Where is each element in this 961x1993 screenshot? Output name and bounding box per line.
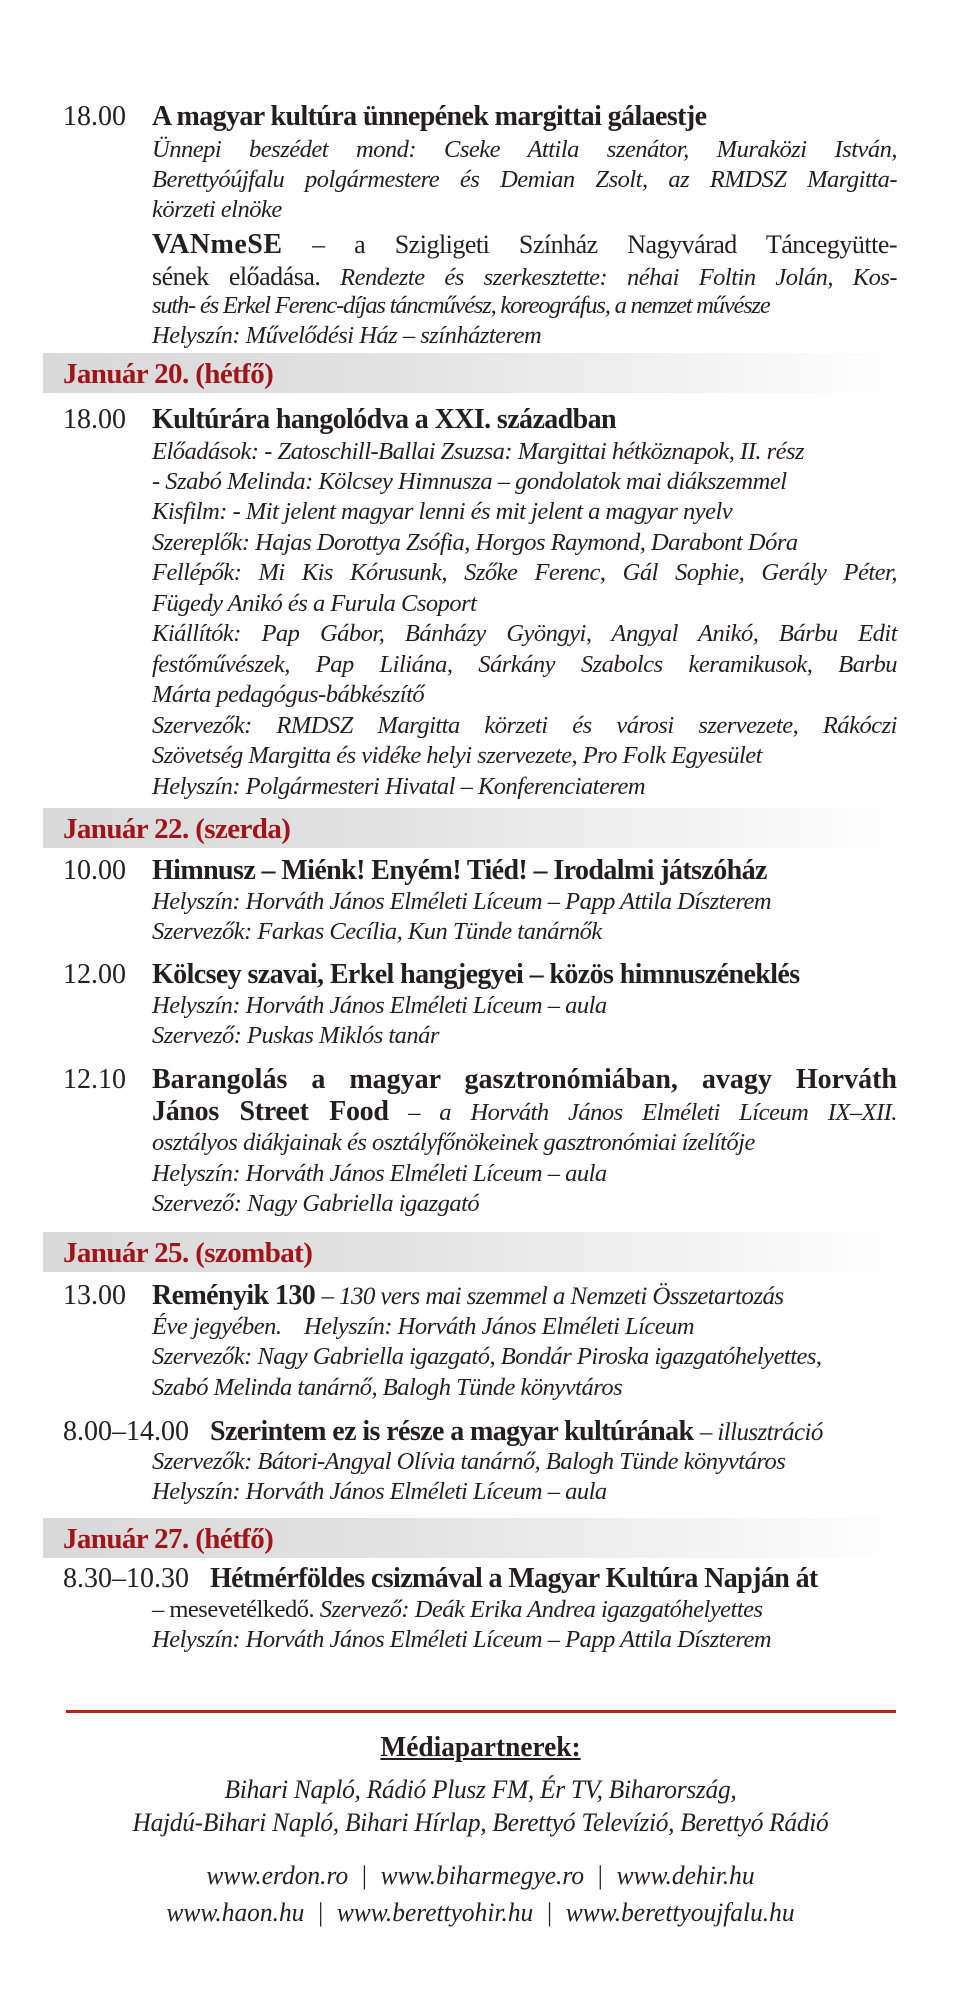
event-time: 12.10	[63, 1064, 126, 1095]
event-detail-line: festőművészek, Pap Liliána, Sárkány Szabolcs keramikusok, Barbu	[152, 651, 897, 678]
date-header	[43, 353, 913, 393]
event-time: 18.00	[63, 404, 126, 435]
event-detail-line: Ünnepi beszédet mond: Cseke Attila szenátor, Muraközi István,	[152, 136, 897, 163]
website-link[interactable]: www.biharmegye.ro	[380, 1861, 585, 1890]
event-title-line	[152, 1282, 784, 1310]
event-location: Helyszín: Horváth János Elméleti Líceum – aula	[152, 1478, 607, 1505]
event-location: Helyszín: Horváth János Elméleti Líceum – aula	[152, 992, 607, 1019]
event-subtitle: – 130 vers mai szemmel a Nemzeti Összetartozás	[321, 1283, 784, 1310]
separator: |	[361, 1861, 367, 1890]
event-title: Kölcsey szavai, Erkel hangjegyei – közös himnuszéneklés	[152, 959, 800, 990]
event-organizers: Szervező: Puskas Miklós tanár	[152, 1022, 439, 1049]
media-partners-title: Médiapartnerek:	[380, 1732, 581, 1763]
event-detail-line	[152, 1598, 763, 1623]
date-header	[43, 1518, 913, 1558]
date-label: Január 22. (szerda)	[63, 813, 291, 845]
event-title: Barangolás a magyar gasztronómiában, avagy Horváth	[152, 1064, 897, 1095]
event-detail-line: Fügedy Anikó és a Furula Csoport	[152, 590, 477, 617]
event-detail-line: Berettyóújfalu polgármestere és Demian Zsolt, az RMDSZ Margitta-	[152, 166, 897, 193]
event-subtitle: – mesevetélkedő.	[152, 1596, 315, 1623]
event-time: 12.00	[63, 959, 126, 990]
event-location: Helyszín: Polgármesteri Hivatal – Konferenciaterem	[152, 773, 646, 800]
event-subtitle: – illusztráció	[699, 1419, 823, 1446]
event-detail-line: Szereplők: Hajas Dorottya Zsófia, Horgos Raymond, Darabont Dóra	[152, 529, 798, 556]
event-location: Helyszín: Horváth János Elméleti Líceum – Papp Attila Díszterem	[152, 1626, 772, 1653]
date-label: Január 20. (hétfő)	[63, 358, 274, 390]
url-row	[11, 1863, 951, 1889]
event-organizers: Szervezők: Bátori-Angyal Olívia tanárnő, Balogh Tünde könyvtáros	[152, 1448, 786, 1475]
event-title: A magyar kultúra ünnepének margittai gálaestje	[152, 101, 707, 132]
event-organizers: Szervező: Nagy Gabriella igazgató	[152, 1190, 480, 1217]
event-title-part: János Street Food	[152, 1096, 389, 1127]
event-time: 13.00	[63, 1280, 126, 1311]
event-location: Helyszín: Horváth János Elméleti Líceum – aula	[152, 1160, 607, 1187]
event-organizers: Szervező: Deák Erika Andrea igazgatóhelyettes	[319, 1596, 763, 1623]
event-detail-line: Szövetség Margitta és vidéke helyi szervezete, Pro Folk Egyesület	[152, 742, 762, 769]
event-title: Kultúrára hangolódva a XXI. században	[152, 404, 616, 435]
event-detail-line: Szervezők: RMDSZ Margitta körzeti és városi szervezete, Rákóczi	[152, 712, 897, 739]
event-title: Szerintem ez is része a magyar kultúrának	[210, 1416, 694, 1447]
performance-line	[152, 264, 897, 291]
separator: |	[546, 1898, 553, 1927]
performance-desc: – a Szigligeti Színház Nagyvárad Táncegyütte-	[312, 230, 898, 259]
event-title: Himnusz – Miénk! Enyém! Tiéd! – Irodalmi játszóház	[152, 855, 767, 886]
event-location: Helyszín: Horváth János Elméleti Líceum – Papp Attila Díszterem	[152, 888, 772, 915]
event-organizers: Szervezők: Nagy Gabriella igazgató, Bondár Piroska igazgatóhelyettes,	[152, 1343, 822, 1370]
event-detail-line: Márta pedagógus-bábkészítő	[152, 681, 425, 708]
event-location: Helyszín: Művelődési Ház – színházterem	[152, 322, 542, 349]
date-label: Január 27. (hétfő)	[63, 1523, 274, 1555]
event-time: 8.00–14.00	[63, 1416, 189, 1447]
separator: |	[597, 1861, 603, 1890]
event-detail-line: Kiállítók: Pap Gábor, Bánházy Gyöngyi, Angyal Anikó, Bárbu Edit	[152, 620, 897, 647]
event-organizers: Szabó Melinda tanárnő, Balogh Tünde könyvtáros	[152, 1374, 623, 1401]
event-detail-line: Kisfilm: - Mit jelent magyar lenni és mit jelent a magyar nyelv	[152, 498, 733, 525]
performance-credits: Rendezte és szerkesztette: néhai Foltin Jolán, Kos-	[340, 264, 898, 291]
event-detail-line: Előadások: - Zatoschill-Ballai Zsuzsa: Margittai hétköznapok, II. rész	[152, 438, 805, 465]
event-detail-line: Éve jegyében. Helyszín: Horváth János Elméleti Líceum	[152, 1313, 695, 1340]
date-label: Január 25. (szombat)	[63, 1237, 313, 1269]
event-organizers: Szervezők: Farkas Cecília, Kun Tünde tanárnők	[152, 918, 602, 945]
event-time: 18.00	[63, 101, 126, 132]
website-link[interactable]: www.dehir.hu	[616, 1861, 755, 1890]
event-title-cont	[152, 1098, 897, 1126]
website-link[interactable]: www.haon.hu	[166, 1898, 305, 1927]
event-detail-line: Fellépők: Mi Kis Kórusunk, Szőke Ferenc, Gál Sophie, Gerály Péter,	[152, 559, 897, 586]
date-header	[43, 808, 913, 848]
event-title: Hétmérföldes csizmával a Magyar Kultúra Napján át	[210, 1563, 818, 1594]
performance-name: VANmeSE	[152, 229, 283, 260]
media-partners-line: Hajdú-Bihari Napló, Bihari Hírlap, Berettyó Televízió, Berettyó Rádió	[132, 1808, 829, 1837]
event-detail-line: - Szabó Melinda: Kölcsey Himnusza – gondolatok mai diákszemmel	[152, 468, 787, 495]
event-title-line	[210, 1418, 823, 1446]
event-detail-line: körzeti elnöke	[152, 196, 282, 223]
website-link[interactable]: www.berettyoujfalu.hu	[565, 1898, 795, 1927]
date-header	[43, 1232, 913, 1272]
event-time: 10.00	[63, 855, 126, 886]
performance-credits: suth- és Erkel Ferenc-díjas táncművész, koreográfus, a nemzet művésze	[152, 292, 770, 319]
performance-desc: sének előadása.	[152, 262, 321, 291]
website-link[interactable]: www.berettyohir.hu	[336, 1898, 534, 1927]
divider-rule	[66, 1710, 896, 1713]
event-time: 8.30–10.30	[63, 1563, 189, 1594]
media-partners-line: Bihari Napló, Rádió Plusz FM, Ér TV, Biharország,	[224, 1775, 737, 1804]
performance-line	[152, 231, 897, 259]
event-title: Reményik 130	[152, 1280, 316, 1311]
event-subtitle: – a Horváth János Elméleti Líceum IX–XII.	[408, 1099, 898, 1126]
event-detail-line: osztályos diákjainak és osztályfőnökeinek gasztronómiai ízelítője	[152, 1129, 755, 1156]
website-link[interactable]: www.erdon.ro	[206, 1861, 349, 1890]
separator: |	[318, 1898, 324, 1927]
url-row	[11, 1900, 951, 1926]
